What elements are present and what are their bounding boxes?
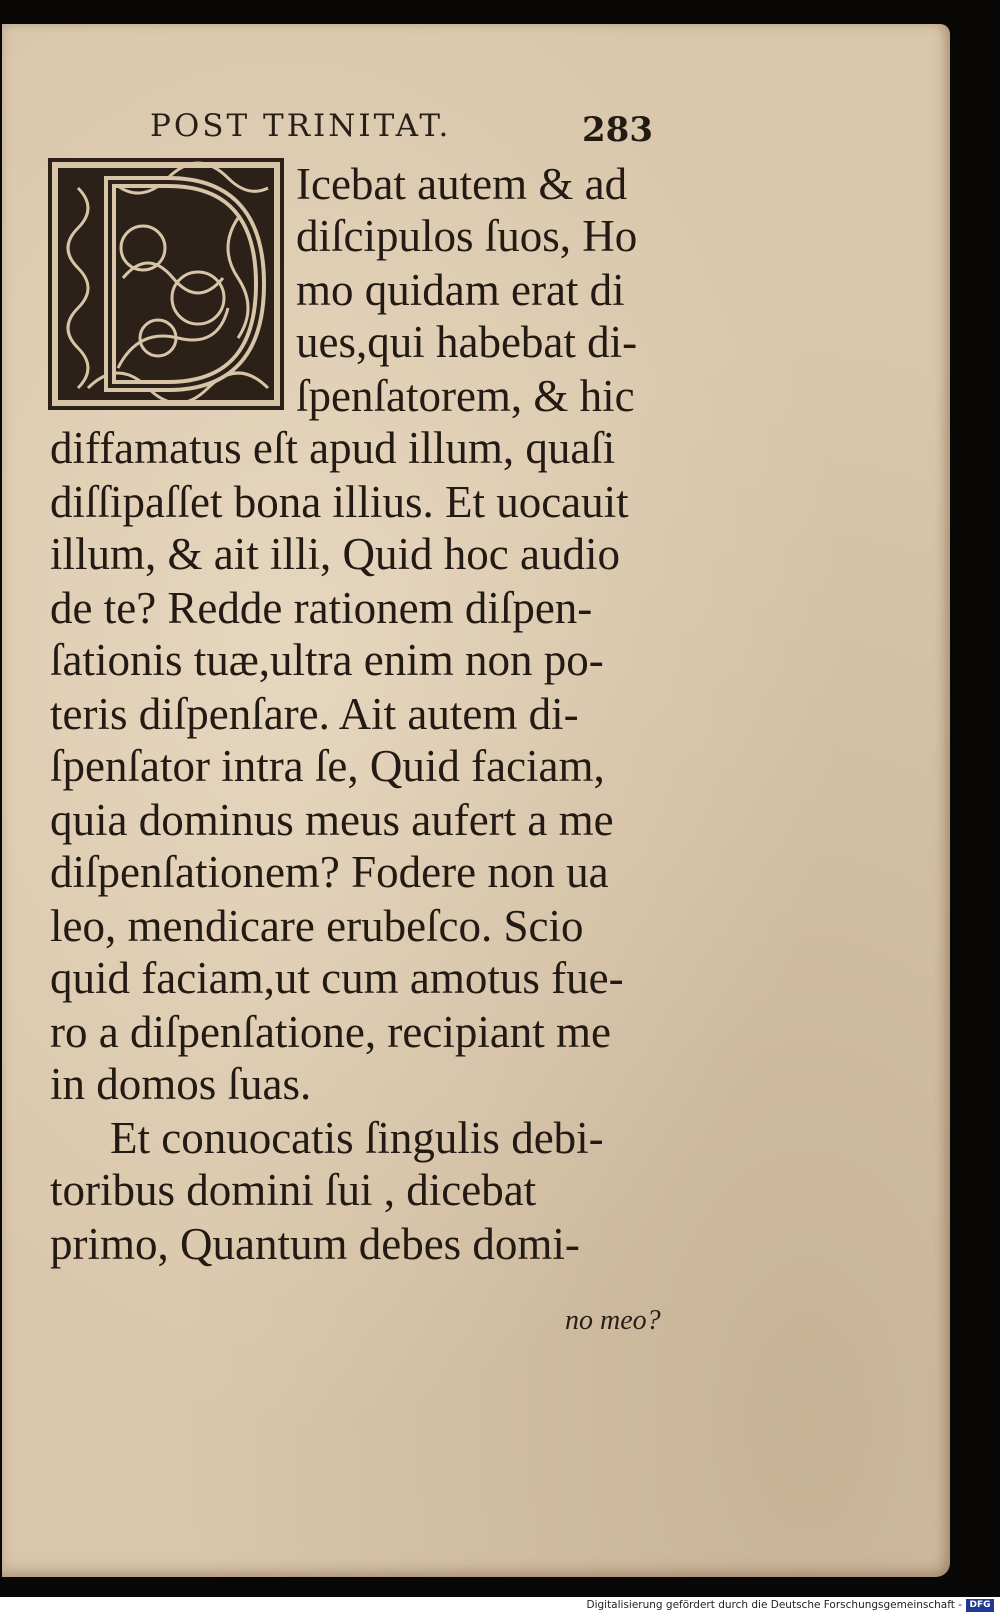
- text-line-9: de te? Redde rationem diſpen-: [50, 583, 593, 633]
- text-line-3: mo quidam erat di: [296, 265, 625, 315]
- page-number: 283: [582, 110, 653, 150]
- funding-credit: Digitalisierung gefördert durch die Deutsche Forschungsgemeinschaft -: [586, 1599, 962, 1611]
- text-line-10: ſationis tuæ,ultra enim non po-: [50, 635, 604, 685]
- text-line-15: leo, mendicare erubeſco. Scio: [50, 901, 584, 951]
- dfg-logo[interactable]: DFG: [966, 1599, 994, 1612]
- text-line-7: diſſipaſſet bona illius. Et uocauit: [50, 477, 629, 527]
- running-head: POST TRINITAT.: [150, 108, 452, 144]
- text-line-20: toribus domini ſui , dicebat: [50, 1165, 537, 1215]
- catchword: no meo?: [565, 1305, 661, 1336]
- text-line-1: Icebat autem & ad: [296, 159, 628, 209]
- text-line-11: teris diſpenſare. Ait autem di-: [50, 689, 579, 739]
- text-line-12: ſpenſator intra ſe, Quid faciam,: [50, 741, 605, 791]
- text-line-19: Et conuocatis ſingulis debi-: [110, 1113, 604, 1163]
- text-line-21: primo, Quantum debes domi-: [50, 1219, 580, 1269]
- text-line-17: ro a diſpenſatione, recipiant me: [50, 1007, 612, 1057]
- ornamental-initial: [48, 158, 284, 410]
- text-line-4: ues,qui habebat di-: [296, 317, 638, 367]
- text-line-14: diſpenſationem? Fodere non ua: [50, 847, 609, 897]
- text-line-13: quia dominus meus aufert a me: [50, 795, 614, 845]
- text-line-8: illum, & ait illi, Quid hoc audio: [50, 529, 620, 579]
- text-line-5: ſpenſatorem, & hic: [296, 371, 635, 421]
- text-line-6: diffamatus eſt apud illum, quaſi: [50, 423, 616, 473]
- text-line-18: in domos ſuas.: [50, 1059, 312, 1109]
- text-line-16: quid faciam,ut cum amotus fue-: [50, 953, 624, 1003]
- text-line-2: diſcipulos ſuos, Ho: [296, 211, 638, 261]
